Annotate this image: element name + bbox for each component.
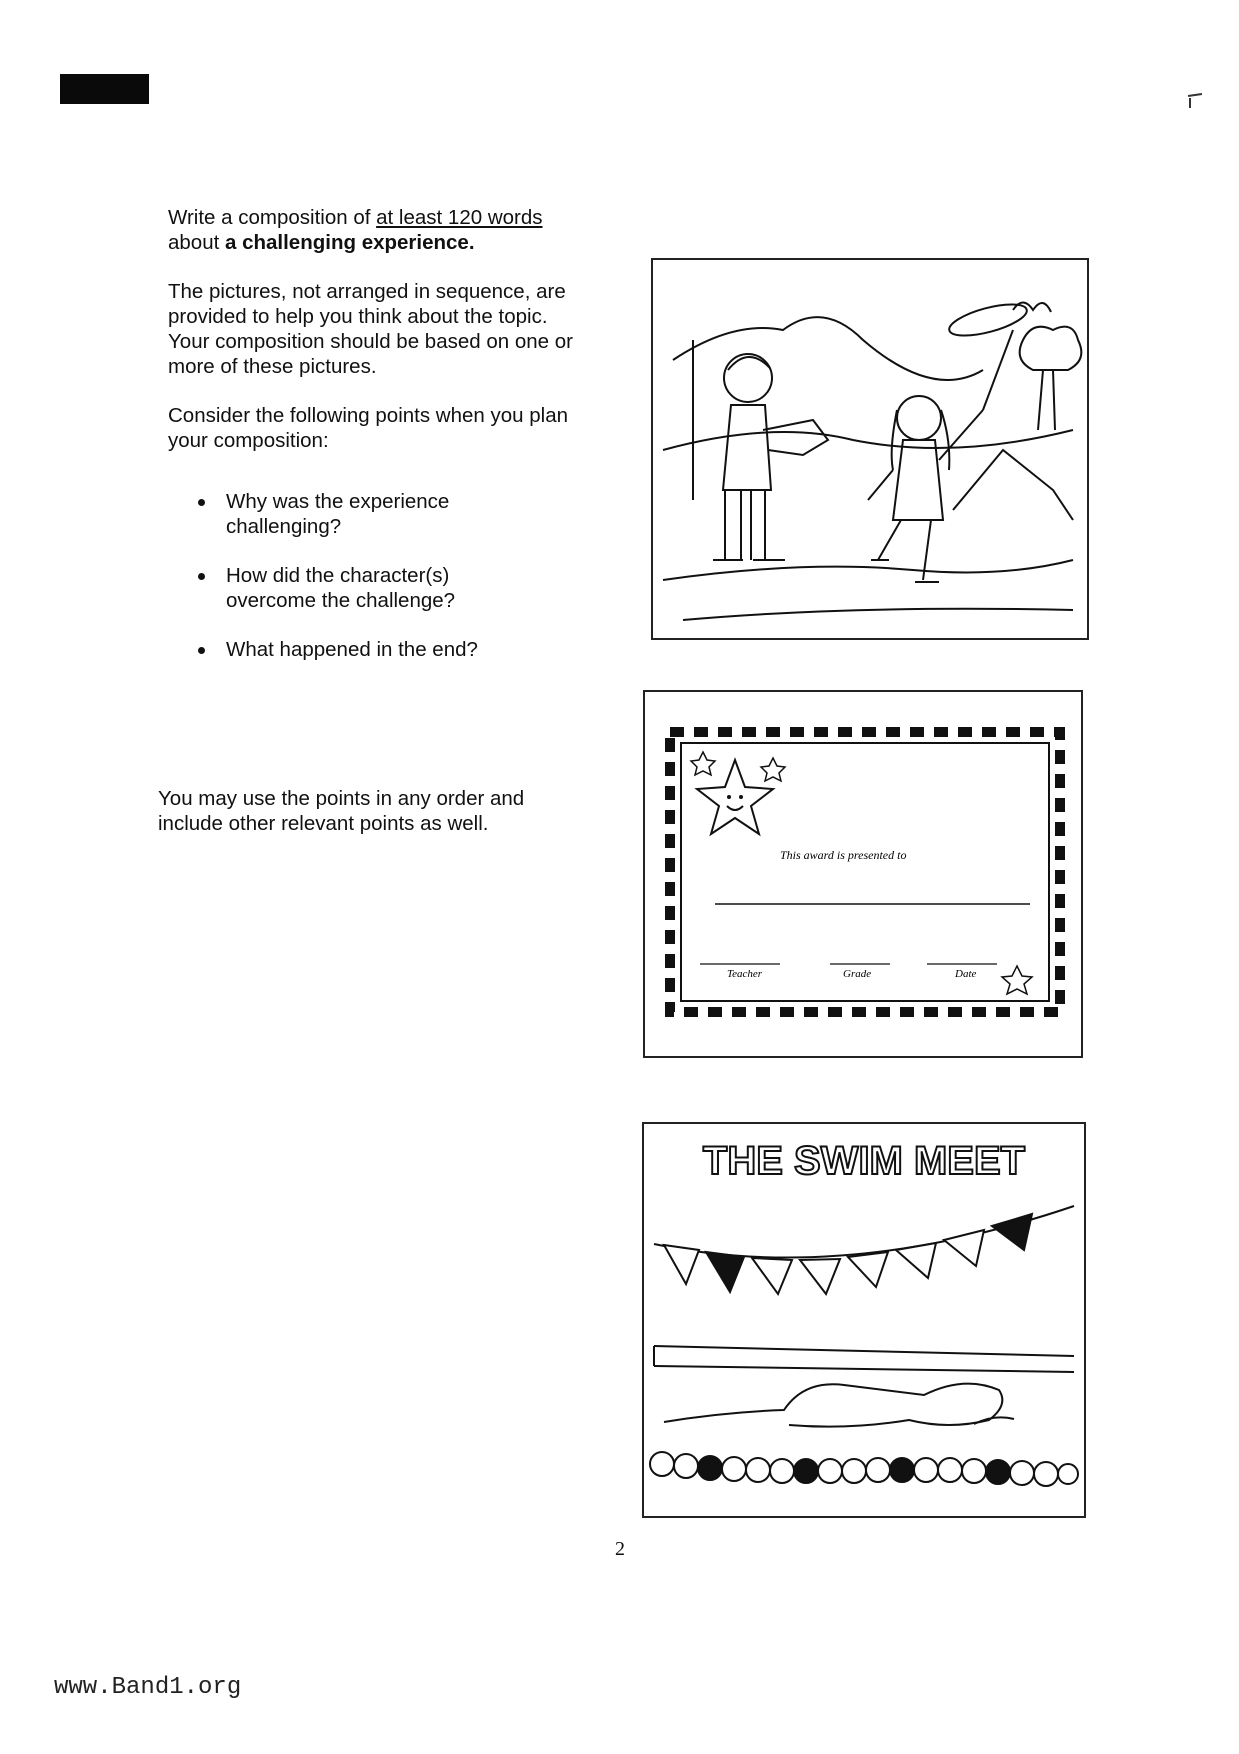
certificate-illustration (645, 692, 1081, 1056)
intro-paragraph: Write a composition of at least 120 words about a challenging experience. (168, 206, 543, 254)
certificate-grade-label: Grade (843, 968, 872, 980)
list-item: How did the character(s) overcome the challenge? (198, 563, 516, 613)
certificate-teacher-label: Teacher (727, 968, 763, 980)
page-number: 2 (615, 1538, 625, 1560)
list-item: What happened in the end? (198, 637, 516, 662)
pictures-note: The pictures, not arranged in sequence, are provided to help you think about the topic. Your composition should be based on one or more of these pictures. (168, 280, 573, 378)
picture-swim-meet (642, 1122, 1086, 1518)
star-icon (697, 760, 773, 834)
word-count-requirement: at least 120 words (376, 206, 543, 229)
scan-mark (1188, 93, 1202, 97)
swim-meet-illustration (644, 1124, 1084, 1516)
scan-mark (1189, 98, 1191, 108)
picture-hiking-kids (651, 258, 1089, 640)
topic: a challenging experience. (225, 231, 475, 254)
picture-certificate (643, 690, 1083, 1058)
list-item: Why was the experience challenging? (198, 489, 516, 539)
points-list (168, 489, 588, 662)
instructions-column (168, 205, 588, 686)
consider-heading: Consider the following points when you plan your composition: (168, 404, 569, 452)
certificate-date-label: Date (955, 968, 977, 980)
swim-meet-title: THE SWIM MEET (702, 1139, 1026, 1183)
redacted-header-block (60, 74, 149, 104)
certificate-presented-to: This award is presented to (780, 848, 907, 862)
closing-paragraph: You may use the points in any order and include other relevant points as well. (158, 787, 525, 835)
hiking-illustration (653, 260, 1087, 638)
footer-url[interactable]: www.Band1.org (54, 1674, 242, 1701)
